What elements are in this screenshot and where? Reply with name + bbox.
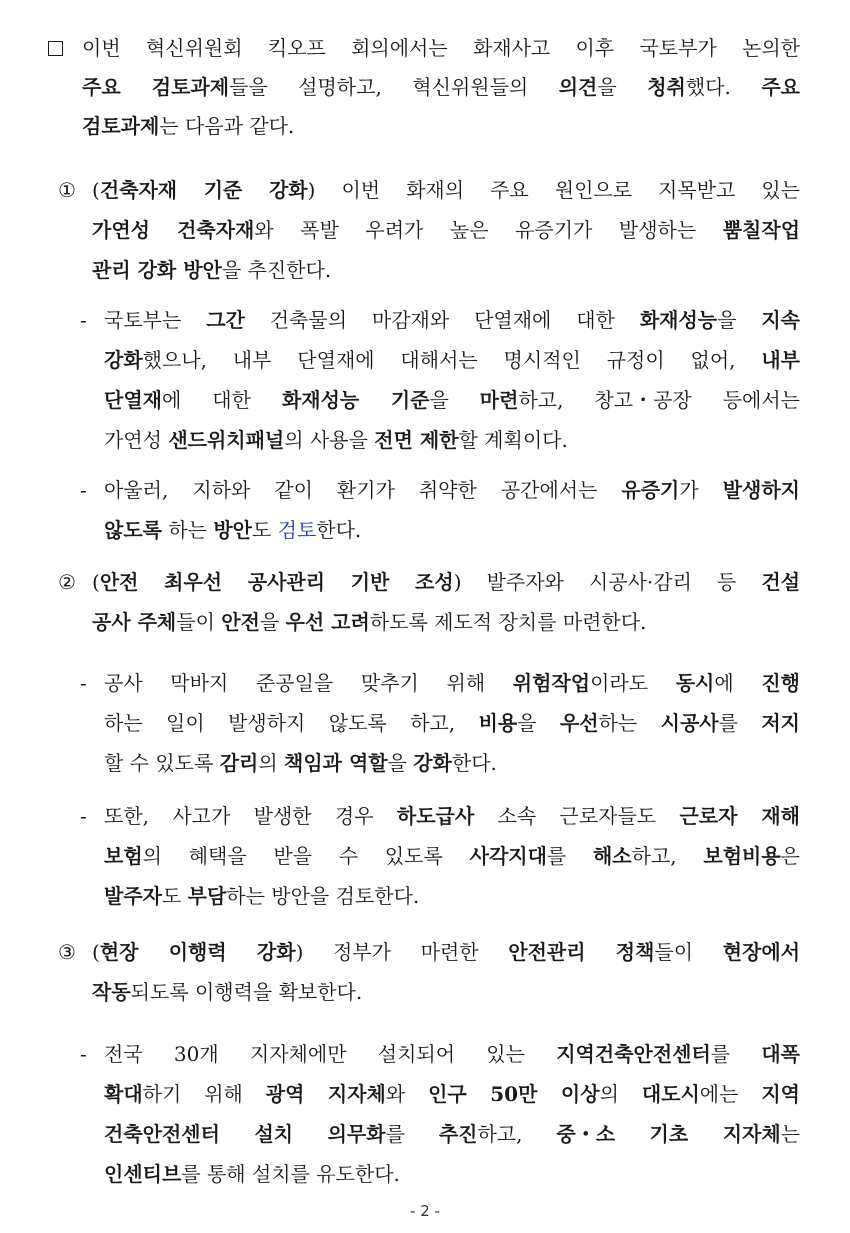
text: ( [92,940,100,964]
text-line [104,881,419,911]
text: ) 이번 화재의 주요 원인으로 지목받고 있는 [307,178,800,202]
text-line [82,72,800,102]
bold-text: 비용 [478,711,518,735]
text: 를 통해 설치를 유도한다. [181,1162,400,1186]
bold-text: 저지 [761,711,800,735]
text-line [104,1039,800,1069]
text: 와 폭발 우려가 높은 유증기가 발생하는 [254,218,723,242]
bold-text: 작동 [92,980,131,1004]
dash-bullet: - [80,804,87,828]
bold-text: 화재성능 기준 [281,388,430,412]
bold-text: 의견 [558,75,598,99]
bold-text: 강화 [104,348,143,372]
bold-text: 방안 [213,518,252,542]
text: 들이 [176,610,222,634]
text: 하는 방안을 검토한다. [226,884,420,908]
text: 하는 [598,711,661,735]
item-number: ② [58,570,76,594]
text: 하는 일이 발생하지 않도록 하고, [104,711,479,735]
text: 은 [780,844,800,868]
text-line [92,175,800,205]
item-number: ① [58,178,76,202]
text-line [92,977,362,1007]
text: 을 [387,751,414,775]
text-line [104,668,800,698]
text: 국토부는 [104,308,207,332]
text-line [104,1079,800,1109]
dash-bullet: - [80,671,87,695]
text: 할 수 있도록 [104,751,220,775]
bold-text: 보험 [104,844,143,868]
bold-text: 대도시 [641,1082,700,1106]
bold-text: 위험작업 [512,671,591,695]
bold-text: 보험비용 [703,844,781,868]
bold-text: 대폭 [761,1042,800,1066]
bold-text: 관리 강화 방안 [92,258,222,282]
text: 를 [710,1042,762,1066]
text: 을 [429,388,480,412]
bold-text: 그간 [206,308,245,332]
bold-text: 해소 [592,844,632,868]
text: 할 계획이다. [458,428,568,452]
bold-text: 우선 [559,711,599,735]
text: 을 [259,610,286,634]
bold-text: 청취 [647,75,686,99]
text: 는 다음과 같다. [159,114,295,138]
text-line [92,215,800,245]
text: 을 [597,75,648,99]
bold-text: 않도록 [104,518,162,542]
text-line [104,1119,800,1149]
bold-text: 건축자재 기준 강화 [99,178,308,202]
bold-text: 화재성능 [639,308,718,332]
text: 한다. [451,751,497,775]
text: 했으나, 내부 단열재에 대해서는 명시적인 규정이 없어, [142,348,762,372]
text: 에는 [699,1082,762,1106]
text-line [104,425,568,455]
text: 도 [161,884,188,908]
bold-text: 발생하지 [722,478,800,502]
text-line [104,345,800,375]
bold-text: 현장 이행력 강화 [99,940,296,964]
text-line [104,385,800,415]
bold-text: 검토과제 [82,114,160,138]
text: 되도록 이행력을 확보한다. [130,980,363,1004]
bold-text: 사각지대 [469,844,547,868]
bold-text: 안전관리 정책 [508,940,655,964]
text: 도 [251,518,278,542]
bold-text: 강화 [413,751,452,775]
text: 들이 [654,940,723,964]
text: 한다. [316,518,362,542]
bold-text: 지속 [761,308,800,332]
text: 을 추진한다. [221,258,332,282]
text: 검토 [277,518,317,542]
bold-text: 하도급사 [396,804,475,828]
bold-text: 부담 [187,884,227,908]
text-line [104,841,800,871]
bold-text: 안전 [221,610,260,634]
text-line [82,33,800,63]
bold-text: 지역 [761,1082,800,1106]
text: 했다. [685,75,762,99]
text-line [104,305,800,335]
item-number: ③ [58,940,76,964]
text: 아울러, 지하와 같이 환기가 취약한 공간에서는 [104,478,622,502]
bold-text: 뿜칠작업 [722,218,801,242]
text: 를 [718,711,762,735]
text: 하는 [161,518,214,542]
text: 전국 30개 지자체에만 설치되어 있는 [104,1042,557,1066]
text: 하고, [477,1122,557,1146]
bold-text: 건축안전센터 설치 의무화 [104,1122,386,1146]
bold-text: 인구 50만 이상 [428,1082,600,1106]
bold-text: 동시 [675,671,715,695]
text: 에 대한 [161,388,282,412]
text: ( [92,570,100,594]
text: 하고, [631,844,704,868]
text: ) 발주자와 시공사·감리 등 [453,570,762,594]
bold-text: 안전 최우선 공사관리 기반 조성 [99,570,454,594]
bold-text: 진행 [761,671,800,695]
bold-text: 인센티브 [104,1162,182,1186]
text-line [104,801,800,831]
text: 또한, 사고가 발생한 경우 [104,804,397,828]
text: 하고, 창고・공장 등에서는 [518,388,800,412]
bold-text: 가연성 건축자재 [92,218,255,242]
text: 소속 근로자들도 [474,804,680,828]
bold-text: 공사 주체 [92,610,177,634]
text: 들을 설명하고, 혁신위원들의 [229,75,559,99]
text: 가연성 [104,428,169,452]
dash-bullet: - [80,308,87,332]
text: 공사 막바지 준공일을 맞추기 위해 [104,671,513,695]
bold-text: 주요 검토과제 [82,75,230,99]
text: 을 [717,308,762,332]
bold-text: 샌드위치패널 [168,428,285,452]
bold-text: 감리 [219,751,259,775]
text: 하도록 제도적 장치를 마련한다. [369,610,647,634]
text-line [104,475,800,505]
text: 는 [780,1122,801,1146]
text-line [104,708,800,738]
bold-text: 발주자 [104,884,162,908]
bold-text: 현장에서 [722,940,801,964]
page-number: - 2 - [410,1202,440,1220]
text: 의 사용을 [284,428,375,452]
text: 와 [385,1082,429,1106]
bold-text: 단열재 [104,388,162,412]
bold-text: 마련 [479,388,519,412]
text: 를 [546,844,593,868]
bold-text: 확대 [104,1082,143,1106]
text-line [104,1159,400,1189]
text: 의 혜택을 받을 수 있도록 [142,844,470,868]
bold-text: 내부 [761,348,800,372]
text: 을 [517,711,560,735]
checkbox-bullet-icon [48,33,63,63]
bold-text: 근로자 재해 [679,804,800,828]
text: 에 [714,671,762,695]
bold-text: 건설 [761,570,801,594]
text: 가 [679,478,723,502]
text-line [104,748,497,778]
text: 하기 위해 [142,1082,266,1106]
text: 건축물의 마감재와 단열재에 대한 [244,308,640,332]
text-line [92,255,331,285]
text: 를 [385,1122,439,1146]
text: 의 [258,751,285,775]
text-line [92,567,800,597]
bold-text: 중・소 기초 지자체 [556,1122,781,1146]
bold-text: 주요 [761,75,800,99]
text: 이라도 [590,671,676,695]
bold-text: 전면 제한 [374,428,459,452]
bold-text: 지역건축안전센터 [556,1042,711,1066]
text-line [82,111,294,141]
dash-bullet: - [80,1042,87,1066]
dash-bullet: - [80,478,87,502]
text: 의 [599,1082,642,1106]
bold-text: 추진 [438,1122,478,1146]
bold-text: 책임과 역할 [284,751,388,775]
text-line [104,515,361,545]
bold-text: 시공사 [660,711,719,735]
bold-text: 광역 지자체 [265,1082,386,1106]
bold-text: 우선 고려 [285,610,370,634]
text: 이번 혁신위원회 킥오프 회의에서는 화재사고 이후 국토부가 논의한 [82,36,800,60]
bold-text: 유증기 [621,478,680,502]
text-line [92,607,646,637]
text: ( [92,178,100,202]
text-line [92,937,800,967]
text: ) 정부가 마련한 [295,940,509,964]
